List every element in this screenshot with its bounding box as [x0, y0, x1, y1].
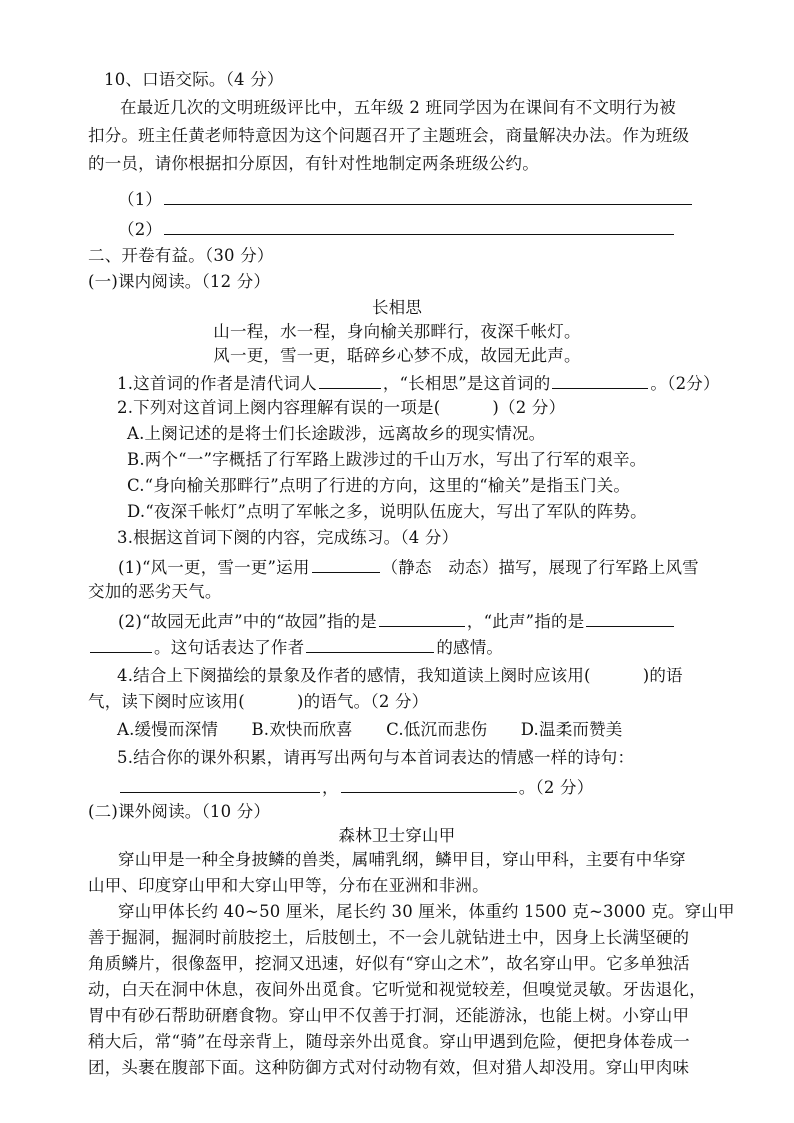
question-3-sub-2: [118, 608, 676, 634]
article-line: 稍大后，常“骑”在母亲背上，随母亲外出觅食。穿山甲遇到危险，便把身体卷成一: [88, 1032, 690, 1051]
question-3: 3.根据这首词下阕的内容，完成练习。（4 分）: [117, 528, 459, 547]
q10-answer-row-1: [118, 186, 694, 212]
answer-blank[interactable]: [341, 774, 517, 793]
question-text: 。（2 分）: [518, 778, 594, 797]
question-text: （静态 动态）描写，展现了行军路上风雪: [381, 558, 699, 577]
article-line: 角质鳞片，很像盔甲，挖洞又迅速，好似有“穿山之术”，故名穿山甲。它多单独活: [88, 954, 690, 973]
answer-line-2[interactable]: [164, 216, 674, 235]
question-2: [117, 396, 565, 420]
question-text: )（2 分）: [492, 398, 566, 417]
question-1: [117, 370, 720, 396]
question-text: (1)“风一更，雪一更”运用: [118, 558, 310, 577]
answer-blank[interactable]: [90, 634, 152, 653]
question-text: 2.下列对这首词上阕内容理解有误的一项是(: [117, 398, 441, 417]
question-text: 4.结合上下阕描绘的景象及作者的感情，我知道读上阕时应该用(: [117, 666, 591, 685]
answer-blank[interactable]: [552, 370, 648, 389]
article-title: 森林卫士穿山甲: [338, 826, 456, 845]
answer-blank[interactable]: [120, 774, 320, 793]
article-line: 穿山甲体长约 40~50 厘米，尾长约 30 厘米，体重约 1500 克~3000 克。穿山甲: [118, 902, 735, 921]
item-number: （1）: [118, 190, 163, 209]
question-4-cont: [88, 690, 428, 714]
q10-title: 10、口语交际。（4 分）: [104, 70, 284, 89]
question-text: ，: [322, 778, 339, 797]
poem-line: 风一更，雪一更，聒碎乡心梦不成，故园无此声。: [213, 346, 581, 365]
answer-blank[interactable]: [306, 634, 434, 653]
answer-blank[interactable]: [319, 370, 381, 389]
answer-blank[interactable]: [312, 554, 380, 573]
question-text: )的语: [642, 666, 683, 685]
question-4: [117, 664, 683, 688]
poem-title: 长相思: [371, 298, 423, 317]
question-5: 5.结合你的课外积累，请再写出两句与本首词表达的情感一样的诗句：: [117, 748, 635, 767]
article-line: 山甲、印度穿山甲和大穿山甲等，分布在亚洲和非洲。: [88, 876, 489, 895]
part-title: (一)课内阅读。（12 分）: [88, 272, 271, 291]
question-5-answers: [118, 774, 593, 800]
question-text: ，“此声”指的是: [466, 612, 585, 631]
option-c: C.“身向榆关那畔行”点明了行进的方向，这里的“榆关”是指玉门关。: [127, 476, 631, 495]
poem-line: 山一程，水一程，身向榆关那畔行，夜深千帐灯。: [213, 322, 581, 341]
article-line: 动，白天在洞中休息，夜间外出觅食。它听觉和视觉较差，但嗅觉灵敏。牙齿退化，: [88, 980, 706, 999]
article-line: 胃中有砂石帮助研磨食物。穿山甲不仅善于打洞，还能游泳，也能上树。小穿山甲: [88, 1006, 690, 1025]
option-a: A.上阕记述的是将士们长途跋涉，远离故乡的现实情况。: [127, 424, 546, 443]
answer-blank[interactable]: [379, 608, 465, 627]
question-text: ，“长相思”是这首词的: [382, 374, 551, 393]
question-3-sub-1: [118, 554, 699, 580]
question-3-sub-1-cont: 交加的恶劣天气。: [88, 582, 222, 601]
item-number: （2）: [118, 220, 163, 239]
question-4-options: A.缓慢而深情 B.欢快而欣喜 C.低沉而悲伤 D.温柔而赞美: [117, 720, 623, 739]
question-text: 气，读下阕时应该用(: [88, 692, 245, 711]
answer-line-1[interactable]: [164, 186, 692, 205]
section-title: 二、开卷有益。（30 分）: [88, 246, 274, 265]
article-line: 穿山甲是一种全身披鳞的兽类，属哺乳纲，鳞甲目，穿山甲科，主要有中华穿: [118, 850, 686, 869]
answer-blank[interactable]: [586, 608, 674, 627]
question-text: (2)“故园无此声”中的“故园”指的是: [118, 612, 377, 631]
q10-paragraph-line: 在最近几次的文明班级评比中，五年级 2 班同学因为在课间有不文明行为被: [120, 98, 676, 117]
option-b: B.两个“一”字概括了行军路上跋涉过的千山万水，写出了行军的艰辛。: [127, 450, 647, 469]
question-text: 1.这首词的作者是清代词人: [117, 374, 317, 393]
article-line: 善于掘洞，掘洞时前肢挖土，后肢刨土，不一会儿就钻进土中，因身上长满坚硬的: [88, 928, 690, 947]
article-line: 团，头裹在腹部下面。这种防御方式对付动物有效，但对猎人却没用。穿山甲肉味: [88, 1058, 690, 1077]
question-text: 。这句话表达了作者: [154, 638, 305, 657]
part-title: (二)课外阅读。（10 分）: [88, 802, 271, 821]
q10-answer-row-2: [118, 216, 676, 242]
question-text: )的语气。（2 分）: [296, 692, 429, 711]
q10-paragraph-line: 扣分。班主任黄老师特意因为这个问题召开了主题班会，商量解决办法。作为班级: [88, 126, 690, 145]
option-d: D.“夜深千帐灯”点明了军帐之多，说明队伍庞大，写出了军队的阵势。: [127, 502, 647, 521]
question-text: 。（2分）: [650, 374, 720, 393]
question-text: 的感情。: [436, 638, 504, 657]
question-3-sub-2-cont: [88, 634, 503, 660]
q10-paragraph-line: 的一员，请你根据扣分原因，有针对性地制定两条班级公约。: [88, 154, 539, 173]
